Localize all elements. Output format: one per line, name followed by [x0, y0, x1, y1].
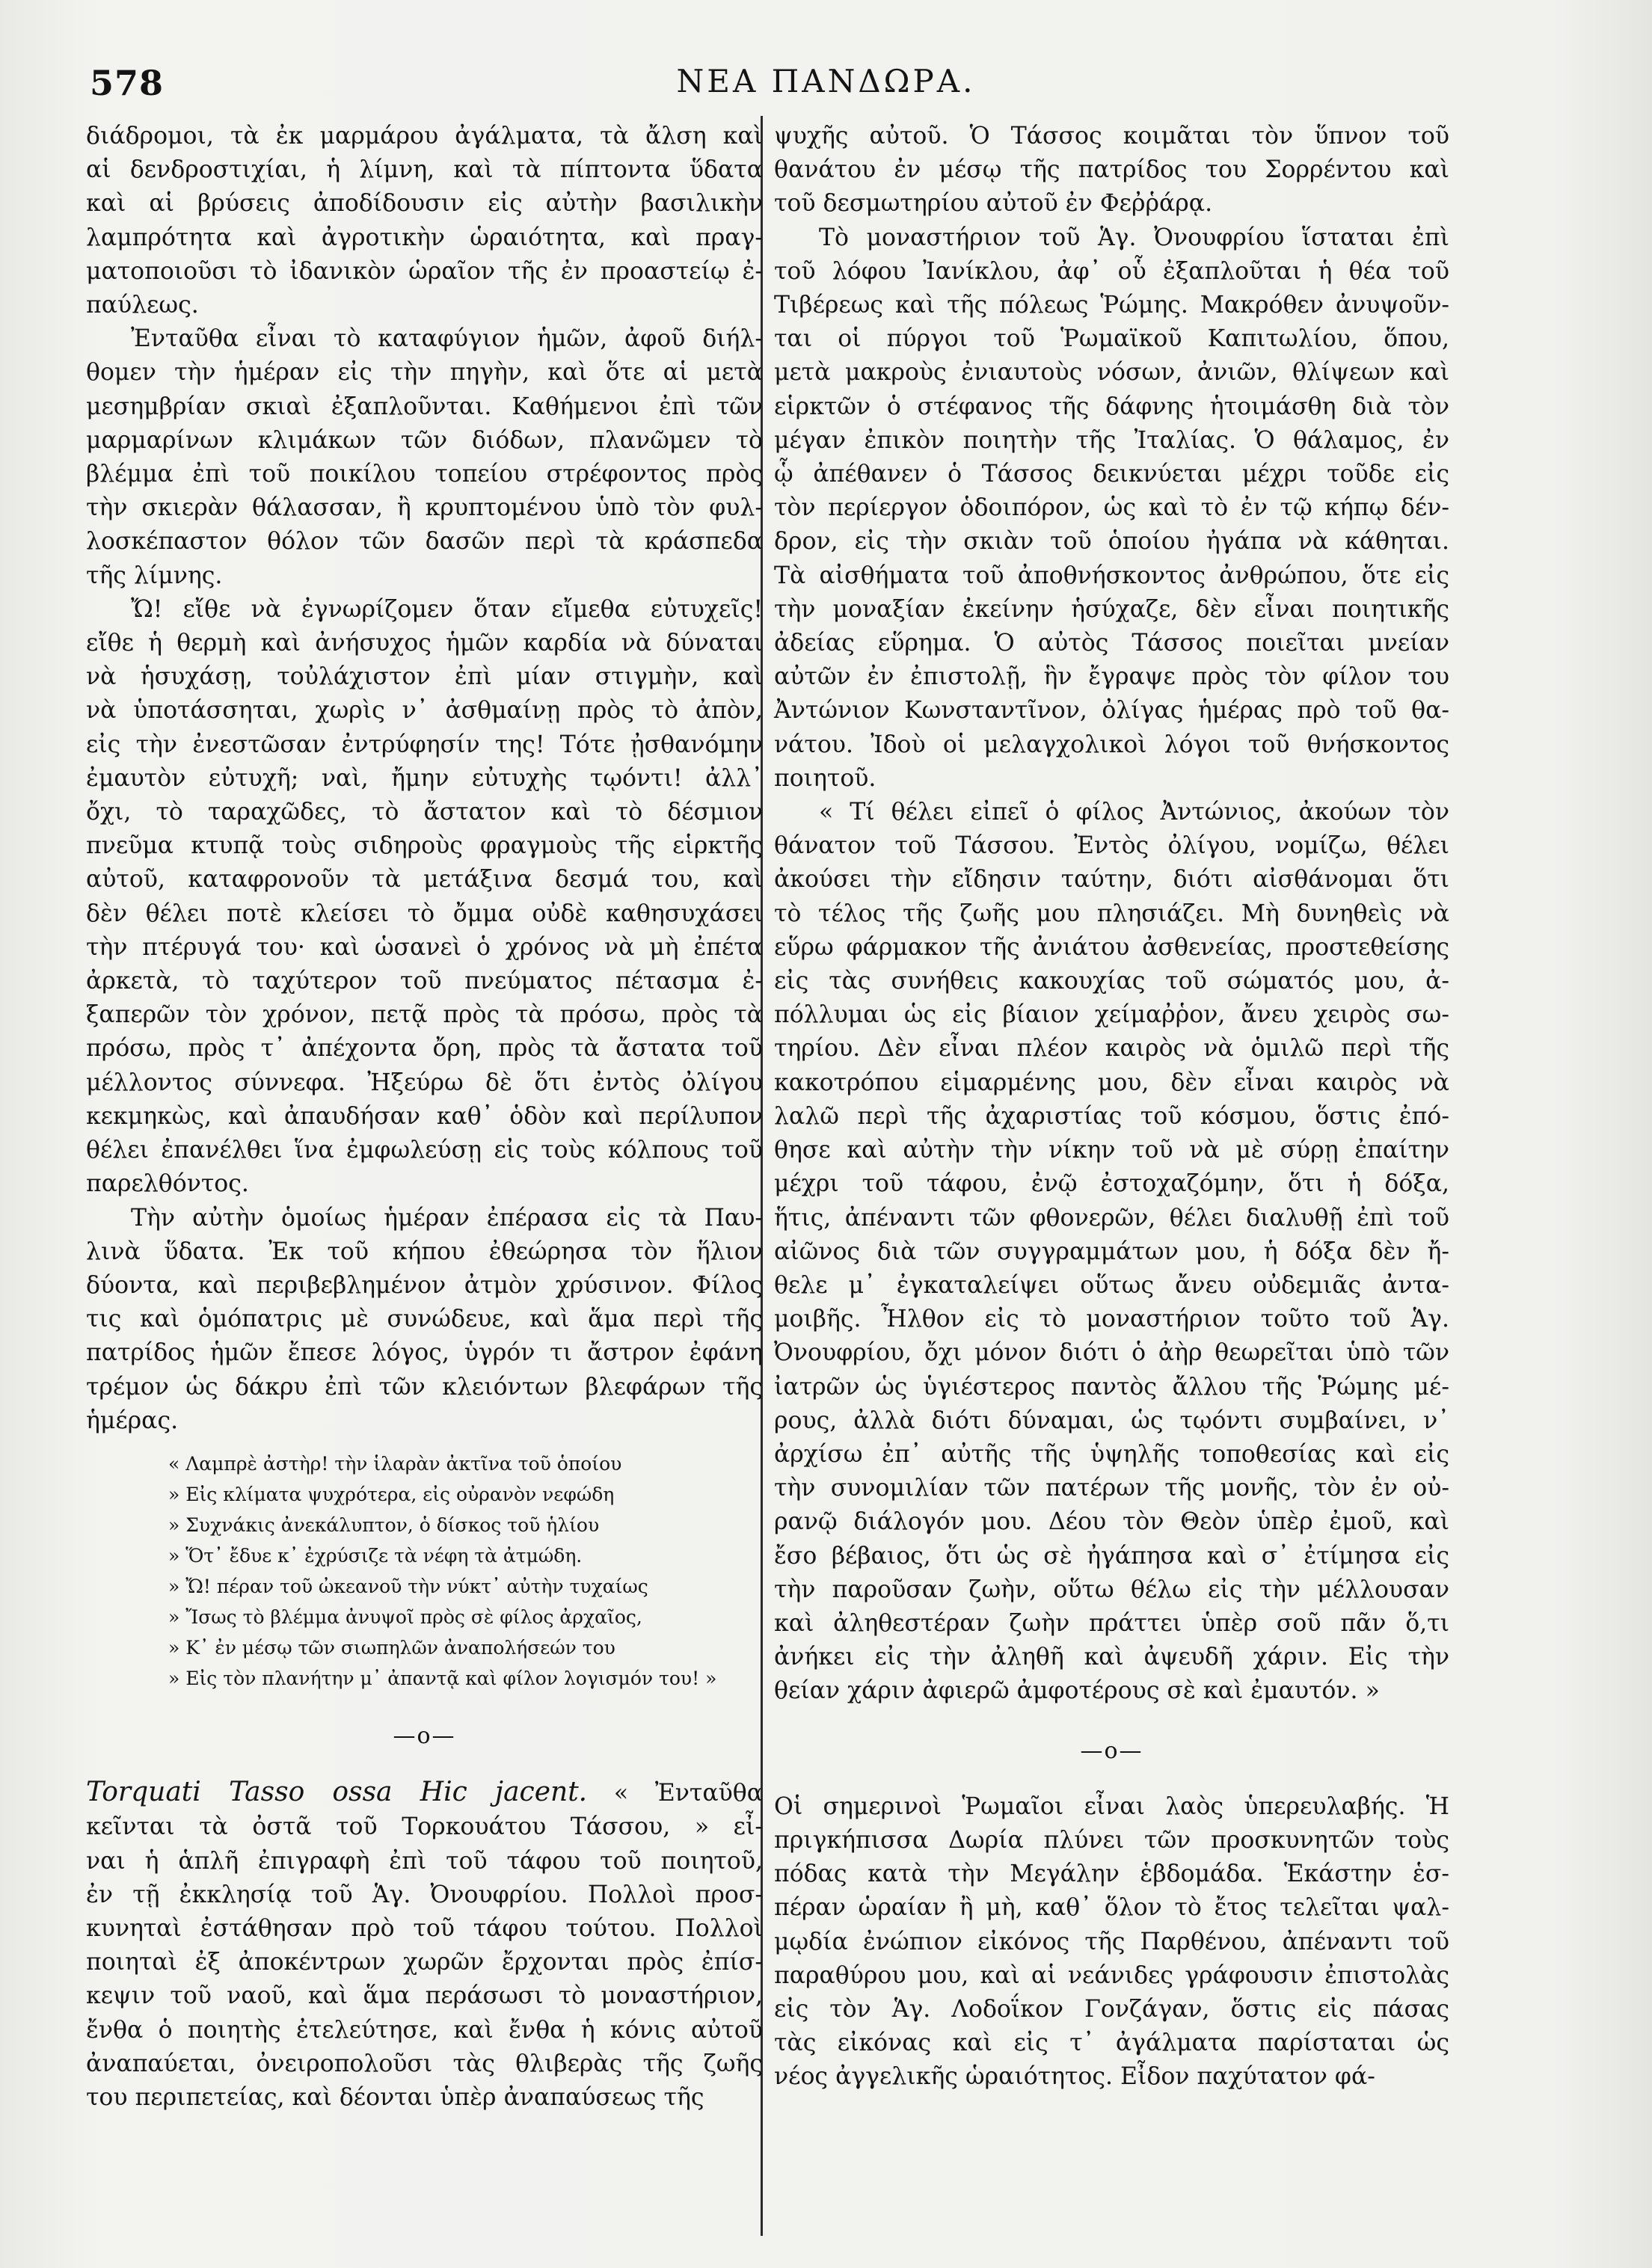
text-line: κεκμηκὼς, καὶ ἀπαυδήσαν καθ᾽ ὁδὸν καὶ περίλυπον	[86, 1102, 763, 1130]
text-line: ἀδείας εὕρημα. Ὁ αὐτὸς Τάσσος ποιεῖται μνείαν	[774, 630, 1449, 657]
text-line: ἀρκετὰ, τὸ ταχύτερον τοῦ πνεύματος πέτασμα ἐ-	[86, 968, 763, 995]
text-line: Τὸ μοναστήριον τοῦ Ἁγ. Ὀνουφρίου ἵσταται ἐπὶ	[819, 224, 1449, 251]
text-line: ρους, ἀλλὰ διότι δύναμαι, ὡς τῳόντι συμβαίνει, ν᾽	[774, 1407, 1449, 1434]
text-line: ᾧ ἀπέθανεν ὁ Τάσσος δεικνύεται μέχρι τοῦδε εἰς	[774, 461, 1449, 488]
text-line: ἥτις, ἀπέναντι τῶν φθονερῶν, θέλει διαλυθῇ ἐπὶ τοῦ	[774, 1204, 1449, 1232]
text-line: ἀρχίσω ἐπ᾽ αὐτῆς τῆς ὑψηλῆς τοποθεσίας καὶ εἰς	[774, 1440, 1449, 1468]
text-line: πέραν ὡραίαν ἢ μὴ, καθ᾽ ὅλον τὸ ἔτος τελεῖται ψαλ-	[774, 1894, 1449, 1922]
latin-inscription: Torquati Tasso ossa Hic jacent.	[86, 1777, 588, 1808]
text-line: μετὰ μακροὺς ἐνιαυτοὺς νόσων, ἀνιῶν, θλίψεων καὶ	[774, 359, 1449, 387]
text-line: ἀκούσει τὴν εἴδησιν ταύτην, διότι αἰσθάνομαι ὅτι	[774, 866, 1449, 894]
text-line: Ὤ! εἴθε νὰ ἐγνωρίζομεν ὅταν εἴμεθα εὐτυχεῖς!	[131, 595, 763, 623]
text-line: τῆς λίμνης.	[86, 562, 223, 589]
text-line: τὴν παροῦσαν ζωὴν, οὕτω θέλω εἰς τὴν μέλλουσαν	[774, 1576, 1449, 1603]
text-line: τρέμον ὡς δάκρυ ἐπὶ τῶν κλειόντων βλεφάρων τῆς	[86, 1373, 763, 1401]
text-line: ποιητοῦ.	[774, 764, 876, 792]
text-line: Ἐνταῦθα εἶναι τὸ καταφύγιον ἡμῶν, ἀφοῦ διήλ-	[131, 325, 763, 353]
text-line: αἰῶνος διὰ τῶν συγγραμμάτων μου, ἡ δόξα δὲν ἤ-	[774, 1238, 1449, 1265]
text-line: θάνατον τοῦ Τάσσου. Ἐντὸς ὀλίγου, νομίζω, θέλει	[774, 832, 1449, 860]
text-line: μαρμαρίνων κλιμάκων τῶν διόδων, πλανῶμεν τὸ	[86, 426, 763, 454]
text-line: καὶ αἱ βρύσεις ἀποδίδουσιν εἰς αὐτὴν βασιλικὴν	[86, 190, 763, 218]
text-line: κεῖνται τὰ ὀστᾶ τοῦ Τορκουάτου Τάσσου, » εἶ-	[86, 1813, 763, 1841]
paragraph	[86, 1202, 763, 1438]
text-line: εἰς τὰς συνήθεις κακουχίας τοῦ σώματός μου, ἀ-	[774, 968, 1449, 995]
text-line: θομεν τὴν ἡμέραν εἰς τὴν πηγὴν, καὶ ὅτε αἱ μετὰ	[86, 359, 763, 387]
text-line: ἔνθα ὁ ποιητὴς ἐτελεύτησε, καὶ ἔνθα ἡ κόνις αὐτοῦ	[86, 2016, 763, 2044]
running-title: ΝΕΑ ΠΑΝΔΩΡΑ.	[676, 63, 976, 99]
text-line: ὄχι, τὸ ταραχῶδες, τὸ ἄστατον καὶ τὸ δέσμιον	[86, 799, 763, 826]
section-separator: —o—	[1080, 1737, 1143, 1764]
text-line: » Εἰς τὸν πλανήτην μ᾽ ἀπαντᾷ καὶ φίλον λογισμόν του! »	[168, 1667, 717, 1689]
text-line: Τὴν αὐτὴν ὁμοίως ἡμέραν ἐπέρασα εἰς τὰ Παυ-	[131, 1204, 763, 1232]
text-line: τοῦ λόφου Ἰανίκλου, ἀφ᾽ οὗ ἐξαπλοῦται ἡ θέα τοῦ	[774, 257, 1449, 285]
text-line: κεψιν τοῦ ναοῦ, καὶ ἅμα περάσωσι τὸ μοναστήριον,	[86, 1982, 763, 2010]
text-line: τηρίου. Δὲν εἶναι πλέον καιρὸς νὰ ὁμιλῶ περὶ τῆς	[774, 1035, 1449, 1063]
text-line: ἀναπαύεται, ὀνειροπολοῦσι τὰς θλιβερὰς τῆς ζωῆς	[86, 2050, 763, 2077]
text-line: » Κ᾽ ἐν μέσῳ τῶν σιωπηλῶν ἀναπολήσεών του	[168, 1636, 615, 1659]
text-line: θησε καὶ αὐτὴν τὴν νίκην τοῦ νὰ μὲ σύρῃ ἐπαίτην	[774, 1137, 1449, 1164]
text-line: τὴν συνομιλίαν τῶν πατέρων τῆς μονῆς, τὸν ἐν οὐ-	[774, 1475, 1449, 1502]
text-line: ματοποιοῦσι τὸ ἰδανικὸν ὡραῖον τῆς ἐν προαστείῳ ἐ-	[86, 257, 763, 285]
poem	[168, 1448, 763, 1694]
text-line: τὰς εἰκόνας καὶ εἰς τ᾽ ἀγάλματα παρίσταται ὡς	[774, 2029, 1449, 2057]
paragraph	[774, 120, 1449, 221]
paragraph	[774, 221, 1449, 796]
text-line: ἐν τῇ ἐκκλησίᾳ τοῦ Ἁγ. Ὀνουφρίου. Πολλοὶ προσ-	[86, 1881, 763, 1908]
text-line: παύλεως.	[86, 292, 199, 319]
text-line: δύοντα, καὶ περιβεβλημένον ἀτμὸν χρύσινον. Φίλος	[86, 1271, 763, 1299]
paragraph	[86, 120, 763, 322]
text-line: μέχρι τοῦ τάφου, ἐνῷ ἐστοχαζόμην, ὅτι ἡ δόξα,	[774, 1170, 1449, 1198]
text-line: θελε μ᾽ ἐγκαταλείψει οὕτως ἄνευ οὐδεμιᾶς ἀντα-	[774, 1271, 1449, 1299]
paragraph	[774, 796, 1449, 1708]
text-line: ἐμαυτὸν εὐτυχῆ; ναὶ, ἤμην εὐτυχὴς τῳόντι! ἀλλ᾽	[86, 764, 763, 792]
text-line: » Συχνάκις ἀνεκάλυπτον, ὁ δίσκος τοῦ ἡλίου	[168, 1513, 600, 1536]
text-line: λοσκέπαστον θόλον τῶν δασῶν περὶ τὰ κράσπεδα	[86, 528, 763, 556]
text-line: λινὰ ὕδατα. Ἐκ τοῦ κήπου ἐθεώρησα τὸν ἥλιον	[86, 1238, 763, 1265]
text-line: πνεῦμα κτυπᾷ τοὺς σιδηροὺς φραγμοὺς τῆς εἱρκτῆς	[86, 832, 763, 860]
paragraph-line: « Ἐνταῦθα	[613, 1780, 763, 1807]
paragraph	[86, 1775, 763, 2115]
text-line: εἴθε ἡ θερμὴ καὶ ἀνήσυχος ἡμῶν καρδία νὰ δύναται	[86, 630, 763, 657]
page-number: 578	[90, 63, 165, 103]
text-line: τις καὶ ὁμόπατρις μὲ συνώδευε, καὶ ἅμα περὶ τῆς	[86, 1306, 763, 1333]
text-line: μεσημβρίαν σκιαὶ ἐξαπλοῦνται. Καθήμενοι ἐπὶ τῶν	[86, 393, 763, 420]
text-line: πατρίδος ἡμῶν ἔπεσε λόγος, ὑγρόν τι ἄστρον ἐφάνη	[86, 1339, 763, 1367]
text-line: ψυχῆς αὐτοῦ. Ὁ Τάσσος κοιμᾶται τὸν ὕπνον τοῦ	[774, 123, 1449, 150]
text-line: » Ὅτ᾽ ἔδυε κ᾽ ἐχρύσιζε τὰ νέφη τὰ ἀτμώδη.	[168, 1544, 583, 1567]
text-line: Τιβέρεως καὶ τῆς πόλεως Ῥώμης. Μακρόθεν ἀνυψοῦν-	[774, 292, 1449, 319]
text-line: νὰ ὑποτάσσηται, χωρὶς ν᾽ ἀσθμαίνῃ πρὸς τὸ ἀπὸν,	[86, 697, 763, 725]
text-line: λαλῶ περὶ τῆς ἀχαριστίας τοῦ κόσμου, ὅστις ἐπό-	[774, 1102, 1449, 1130]
text-line: μέλλοντος σύννεφα. Ἠξεύρω δὲ ὅτι ἐντὸς ὀλίγου	[86, 1069, 763, 1096]
text-line: Ὀνουφρίου, ὄχι μόνον διότι ὁ ἀὴρ θεωρεῖται ὑπὸ τῶν	[774, 1339, 1449, 1367]
text-line: » Ἴσως τὸ βλέμμα ἀνυψοῖ πρὸς σὲ φίλος ἀρχαῖος,	[168, 1605, 642, 1628]
text-line: αὐτοῦ, καταφρονοῦν τὰ μετάξινα δεσμά του, καὶ	[86, 866, 763, 894]
text-line: δρον, εἰς τὴν σκιὰν τοῦ ὁποίου ἠγάπα νὰ κάθηται.	[774, 528, 1449, 556]
paragraph	[774, 1790, 1449, 2095]
text-line: εἰς τὴν ἐνεστῶσαν ἐντρύφησίν της! Τότε ᾐσθανόμην	[86, 731, 763, 758]
text-line: δὲν θέλει ποτὲ κλείσει τὸ ὄμμα οὐδὲ καθησυχάσει	[86, 900, 763, 927]
text-line: Οἱ σημερινοὶ Ῥωμαῖοι εἶναι λαὸς ὑπερευλαβής. Ἡ	[774, 1792, 1449, 1820]
text-line: παραθύρου μου, καὶ αἱ νεάνιδες γράφουσιν ἐπιστολὰς	[774, 1961, 1449, 1989]
text-line: κακοτρόπου εἱμαρμένης μου, δὲν εἶναι καιρὸς νὰ	[774, 1069, 1449, 1096]
paragraph	[86, 593, 763, 1202]
text-line: νάτου. Ἰδοὺ οἱ μελαγχολικοὶ λόγοι τοῦ θνήσκοντος	[774, 731, 1449, 758]
text-line: « Λαμπρὲ ἀστὴρ! τὴν ἱλαρὰν ἀκτῖνα τοῦ ὁποίου	[168, 1452, 622, 1475]
text-line: ἰατρῶν ὡς ὑγιέστερος παντὸς ἄλλου τῆς Ῥώμης μέ-	[774, 1373, 1449, 1401]
paragraph-lines	[86, 1810, 763, 2115]
text-line: του περιπετείας, καὶ δέονται ὑπὲρ ἀναπαύσεως τῆς	[86, 2083, 704, 2111]
text-line: ναι ἡ ἁπλῆ ἐπιγραφὴ ἐπὶ τοῦ τάφου τοῦ ποιητοῦ,	[86, 1847, 763, 1875]
text-line: Τὰ αἰσθήματα τοῦ ἀποθνήσκοντος ἀνθρώπου, ὅτε εἰς	[774, 562, 1449, 589]
text-line: ται οἱ πύργοι τοῦ Ῥωμαϊκοῦ Καπιτωλίου, ὅπου,	[774, 325, 1449, 353]
text-line: πρόσω, πρὸς τ᾽ ἀπέχοντα ὄρη, πρὸς τὰ ἄστατα τοῦ	[86, 1035, 763, 1063]
text-line: αὐτῶν ἐν ἐπιστολῇ, ἣν ἔγραψε πρὸς τὸν φίλον του	[774, 663, 1449, 691]
text-line: παρελθόντος.	[86, 1170, 249, 1198]
text-line: βλέμμα ἐπὶ τοῦ ποικίλου τοπείου στρέφοντος πρὸς	[86, 461, 763, 488]
text-line: Ἀντώνιον Κωνσταντῖνον, ὀλίγας ἡμέρας πρὸ τοῦ θα-	[774, 697, 1449, 725]
text-line: αἱ δενδροστιχίαι, ἡ λίμνη, καὶ τὰ πίπτοντα ὕδατα	[86, 156, 763, 184]
text-line: εὕρω φάρμακον τῆς ἀνιάτου ἀσθενείας, προστεθείσης	[774, 933, 1449, 961]
text-line: » Εἰς κλίματα ψυχρότερα, εἰς οὐρανὸν νεφώδη	[168, 1483, 615, 1505]
text-line: τὴν πτέρυγά του· καὶ ὡσανεὶ ὁ χρόνος νὰ μὴ ἐπέτα	[86, 933, 763, 961]
text-line: μῳδία ἐνώπιον εἰκόνος τῆς Παρθένου, ἀπέναντι τοῦ	[774, 1928, 1449, 1955]
left-column	[86, 120, 763, 2115]
text-line: εἰς τὸν Ἁγ. Λοδοΐκον Γονζάγαν, ὅστις εἰς πάσας	[774, 1995, 1449, 2023]
text-line: θείαν χάριν ἀφιερῶ ἀμφοτέρους σὲ καὶ ἐμαυτόν. »	[774, 1677, 1380, 1705]
text-line: ἡμέρας.	[86, 1407, 179, 1434]
running-header	[0, 63, 1652, 108]
text-line: πόλλυμαι ὡς εἰς βίαιον χείμαῤῥον, ἄνευ χειρὸς σω-	[774, 1001, 1449, 1029]
section-separator: —o—	[393, 1722, 456, 1749]
text-line: ξαπερῶν τὸν χρόνον, πετᾷ πρὸς τὰ πρόσω, πρὸς τὰ	[86, 1001, 763, 1029]
text-line: πριγκήπισσα Δωρία πλύνει τῶν προσκυνητῶν τοὺς	[774, 1826, 1449, 1854]
right-column	[774, 120, 1449, 2095]
text-line: ἀνήκει εἰς τὴν ἀληθῆ καὶ ἀψευδῆ χάριν. Εἰς τὴν	[774, 1644, 1449, 1671]
text-line: θέλει ἐπανέλθει ἵνα ἐμφωλεύσῃ εἰς τοὺς κόλπους τοῦ	[86, 1137, 763, 1164]
text-line: πόδας κατὰ τὴν Μεγάλην ἑβδομάδα. Ἑκάστην ἑσ-	[774, 1860, 1449, 1888]
text-line: καὶ ἀληθεστέραν ζωὴν πράττει ὑπὲρ σοῦ πᾶν ὅ,τι	[774, 1609, 1449, 1637]
paragraph	[86, 322, 763, 593]
text-line: εἱρκτῶν ὁ στέφανος τῆς δάφνης ἡτοιμάσθη διὰ τὸν	[774, 393, 1449, 420]
text-line: » Ὤ! πέραν τοῦ ὠκεανοῦ τὴν νύκτ᾽ αὐτὴν τυχαίως	[168, 1575, 648, 1597]
text-line: « Τί θέλει εἰπεῖ ὁ φίλος Ἀντώνιος, ἀκούων τὸν	[819, 799, 1449, 826]
text-line: λαμπρότητα καὶ ἀγροτικὴν ὡραιότητα, καὶ πραγ-	[86, 224, 763, 251]
text-line: ποιηταὶ ἐξ ἀποκέντρων χωρῶν ἔρχονται πρὸς ἐπίσ-	[86, 1949, 763, 1976]
text-line: νὰ ἡσυχάσῃ, τοὐλάχιστον ἐπὶ μίαν στιγμὴν, καὶ	[86, 663, 763, 691]
text-line: θανάτου ἐν μέσῳ τῆς πατρίδος του Σορρέντου καὶ	[774, 156, 1449, 184]
text-line: κυνηταὶ ἐστάθησαν πρὸ τοῦ τάφου τούτου. Πολλοὶ	[86, 1914, 763, 1942]
text-line: τὸ τέλος τῆς ζωῆς μου πλησιάζει. Μὴ δυνηθεὶς νὰ	[774, 900, 1449, 927]
text-line: μέγαν ἐπικὸν ποιητὴν τῆς Ἰταλίας. Ὁ θάλαμος, ἐν	[774, 426, 1449, 454]
text-line: ἔσο βέβαιος, ὅτι ὡς σὲ ἠγάπησα καὶ σ᾽ ἐτίμησα εἰς	[774, 1542, 1449, 1570]
text-line: τὴν σκιερὰν θάλασσαν, ἢ κρυπτομένου ὑπὸ τὸν φυλ-	[86, 494, 763, 522]
text-line: ρανῷ διάλογόν μου. Δέου τὸν Θεὸν ὑπὲρ ἐμοῦ, καὶ	[774, 1508, 1449, 1536]
text-line: μοιβῆς. Ἦλθον εἰς τὸ μοναστήριον τοῦτο τοῦ Ἁγ.	[774, 1306, 1449, 1333]
text-line: διάδρομοι, τὰ ἐκ μαρμάρου ἀγάλματα, τὰ ἄλση καὶ	[86, 123, 763, 150]
text-line: τὸν περίεργον ὁδοιπόρον, ὡς καὶ τὸ ἐν τῷ κήπῳ δέν-	[774, 494, 1449, 522]
text-line: τοῦ δεσμωτηρίου αὐτοῦ ἐν Φεῤῥάρᾳ.	[774, 190, 1213, 218]
text-line: νέος ἀγγελικῆς ὡραιότητος. Εἶδον παχύτατον φά-	[774, 2063, 1375, 2091]
text-line: τὴν μοναξίαν ἐκείνην ἡσύχαζε, δὲν εἶναι ποιητικῆς	[774, 595, 1449, 623]
